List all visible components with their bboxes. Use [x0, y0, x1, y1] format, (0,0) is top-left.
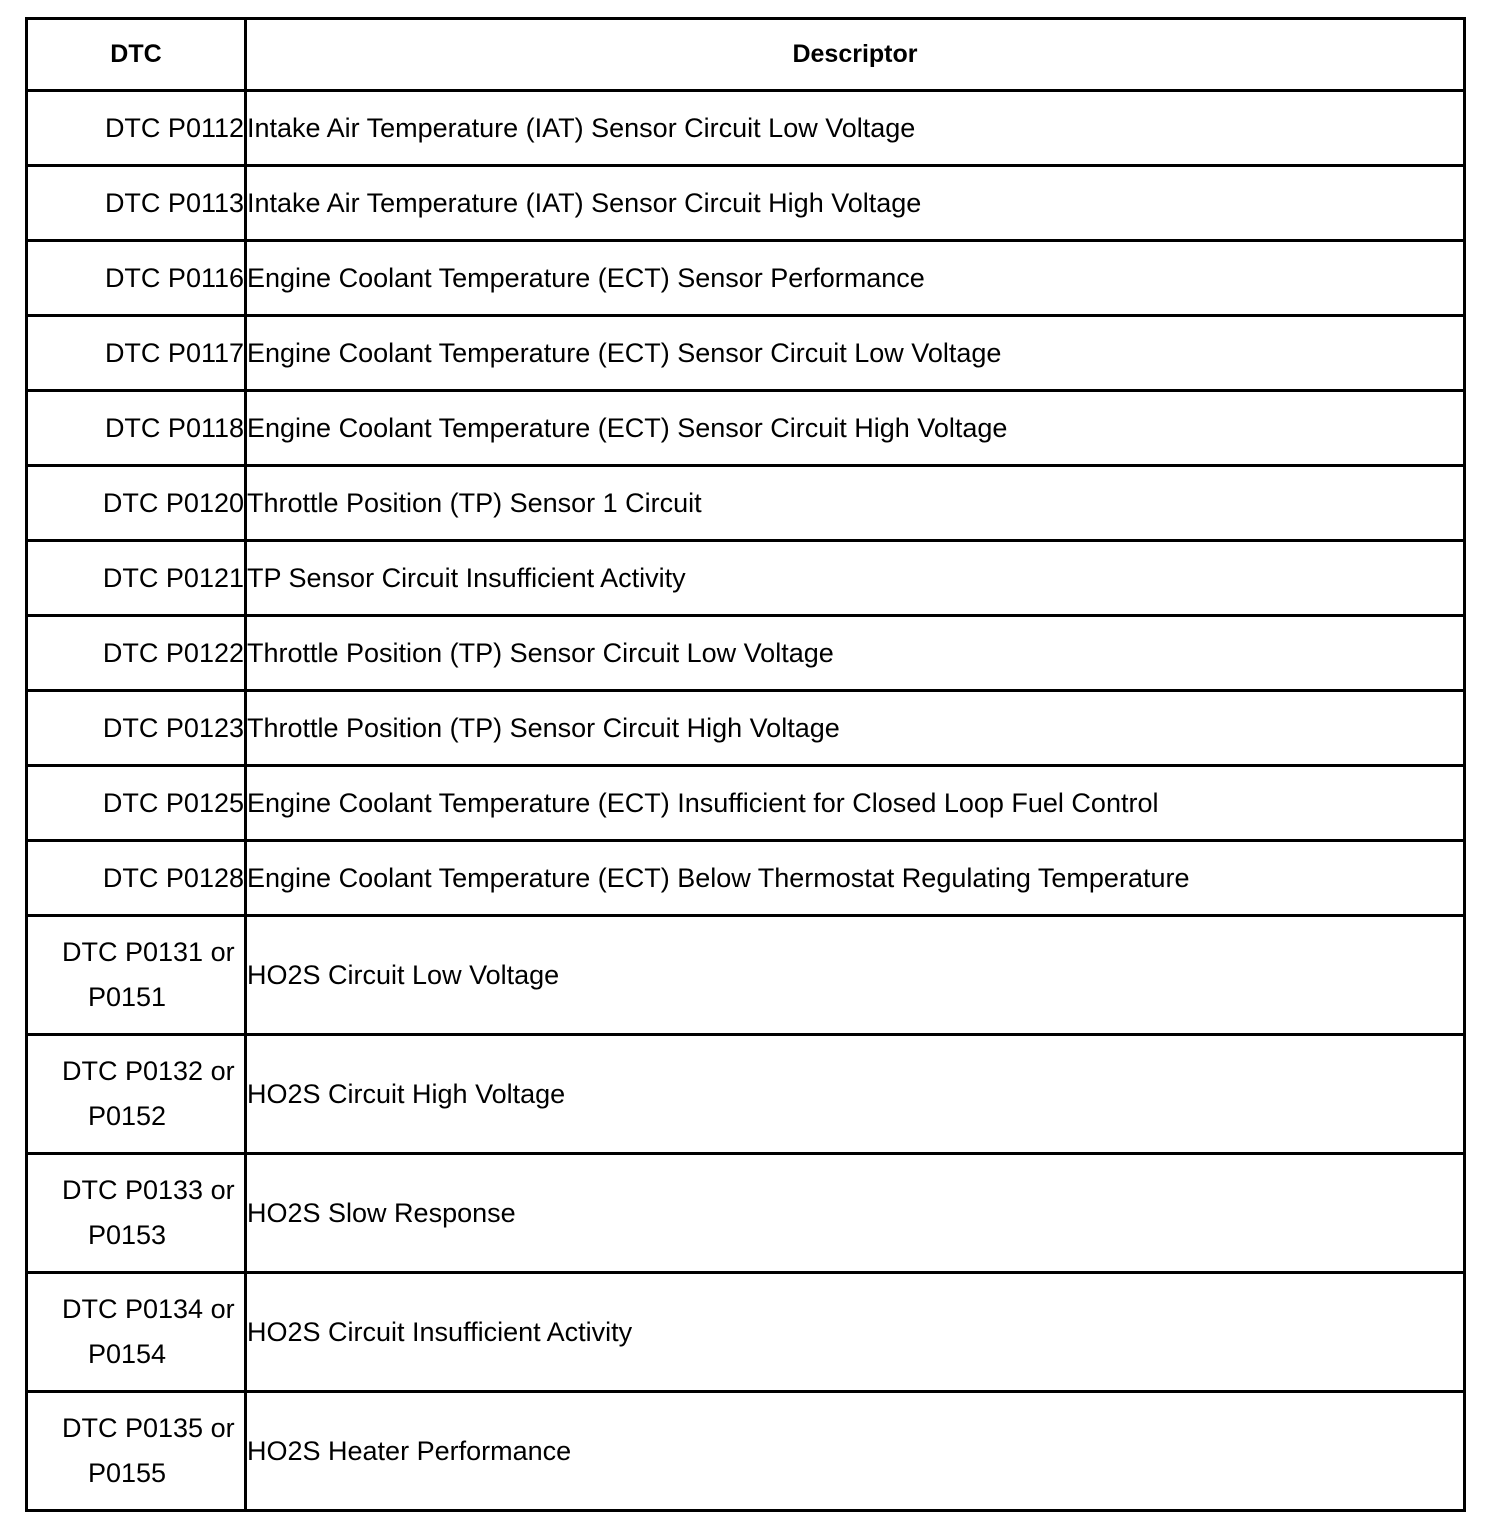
dtc-descriptor: HO2S Circuit Low Voltage	[246, 916, 1465, 1035]
dtc-code-line2: P0155	[88, 1458, 167, 1488]
dtc-descriptor: Intake Air Temperature (IAT) Sensor Circuit High Voltage	[246, 166, 1465, 241]
table-row	[27, 466, 1465, 541]
dtc-code-line2: P0153	[88, 1220, 167, 1250]
dtc-code	[27, 916, 246, 1035]
table-row	[27, 541, 1465, 616]
header-descriptor: Descriptor	[246, 19, 1465, 91]
dtc-code: DTC P0121	[27, 541, 246, 616]
dtc-descriptor: HO2S Heater Performance	[246, 1392, 1465, 1511]
header-row	[27, 19, 1465, 91]
dtc-descriptor: Engine Coolant Temperature (ECT) Sensor Circuit High Voltage	[246, 391, 1465, 466]
dtc-descriptor: Engine Coolant Temperature (ECT) Below Thermostat Regulating Temperature	[246, 841, 1465, 916]
dtc-code	[27, 1035, 246, 1154]
dtc-code: DTC P0123	[27, 691, 246, 766]
dtc-code	[27, 1392, 246, 1511]
table-row	[27, 166, 1465, 241]
dtc-code-line1: DTC P0135 or	[62, 1413, 235, 1443]
table-row	[27, 91, 1465, 166]
dtc-descriptor: Intake Air Temperature (IAT) Sensor Circuit Low Voltage	[246, 91, 1465, 166]
dtc-descriptor: Throttle Position (TP) Sensor 1 Circuit	[246, 466, 1465, 541]
table-row	[27, 616, 1465, 691]
dtc-code	[27, 1154, 246, 1273]
dtc-code: DTC P0113	[27, 166, 246, 241]
dtc-code: DTC P0120	[27, 466, 246, 541]
dtc-code-line2: P0152	[88, 1101, 167, 1131]
dtc-code: DTC P0122	[27, 616, 246, 691]
dtc-descriptor: TP Sensor Circuit Insufficient Activity	[246, 541, 1465, 616]
dtc-descriptor: Throttle Position (TP) Sensor Circuit Low Voltage	[246, 616, 1465, 691]
table-row	[27, 391, 1465, 466]
dtc-code: DTC P0118	[27, 391, 246, 466]
dtc-descriptor: Engine Coolant Temperature (ECT) Insufficient for Closed Loop Fuel Control	[246, 766, 1465, 841]
table-row	[27, 241, 1465, 316]
table-row	[27, 1392, 1465, 1511]
table-row	[27, 1273, 1465, 1392]
dtc-code: DTC P0112	[27, 91, 246, 166]
table-row	[27, 691, 1465, 766]
dtc-code-line1: DTC P0134 or	[62, 1294, 235, 1324]
dtc-descriptor: HO2S Slow Response	[246, 1154, 1465, 1273]
dtc-code-line2: P0151	[88, 982, 167, 1012]
dtc-descriptor: Throttle Position (TP) Sensor Circuit High Voltage	[246, 691, 1465, 766]
dtc-code	[27, 1273, 246, 1392]
dtc-code-line1: DTC P0133 or	[62, 1175, 235, 1205]
dtc-code-line1: DTC P0132 or	[62, 1056, 235, 1086]
dtc-code-line2: P0154	[88, 1339, 167, 1369]
dtc-descriptor: HO2S Circuit High Voltage	[246, 1035, 1465, 1154]
dtc-table	[25, 17, 1466, 1512]
dtc-code: DTC P0128	[27, 841, 246, 916]
table-row	[27, 916, 1465, 1035]
header-dtc: DTC	[27, 19, 246, 91]
dtc-code-line1: DTC P0131 or	[62, 937, 235, 967]
table-row	[27, 841, 1465, 916]
table-row	[27, 1154, 1465, 1273]
table-row	[27, 1035, 1465, 1154]
dtc-descriptor: Engine Coolant Temperature (ECT) Sensor Performance	[246, 241, 1465, 316]
dtc-descriptor: HO2S Circuit Insufficient Activity	[246, 1273, 1465, 1392]
dtc-code: DTC P0116	[27, 241, 246, 316]
table-row	[27, 766, 1465, 841]
table-row	[27, 316, 1465, 391]
dtc-code: DTC P0117	[27, 316, 246, 391]
dtc-descriptor: Engine Coolant Temperature (ECT) Sensor Circuit Low Voltage	[246, 316, 1465, 391]
dtc-code: DTC P0125	[27, 766, 246, 841]
